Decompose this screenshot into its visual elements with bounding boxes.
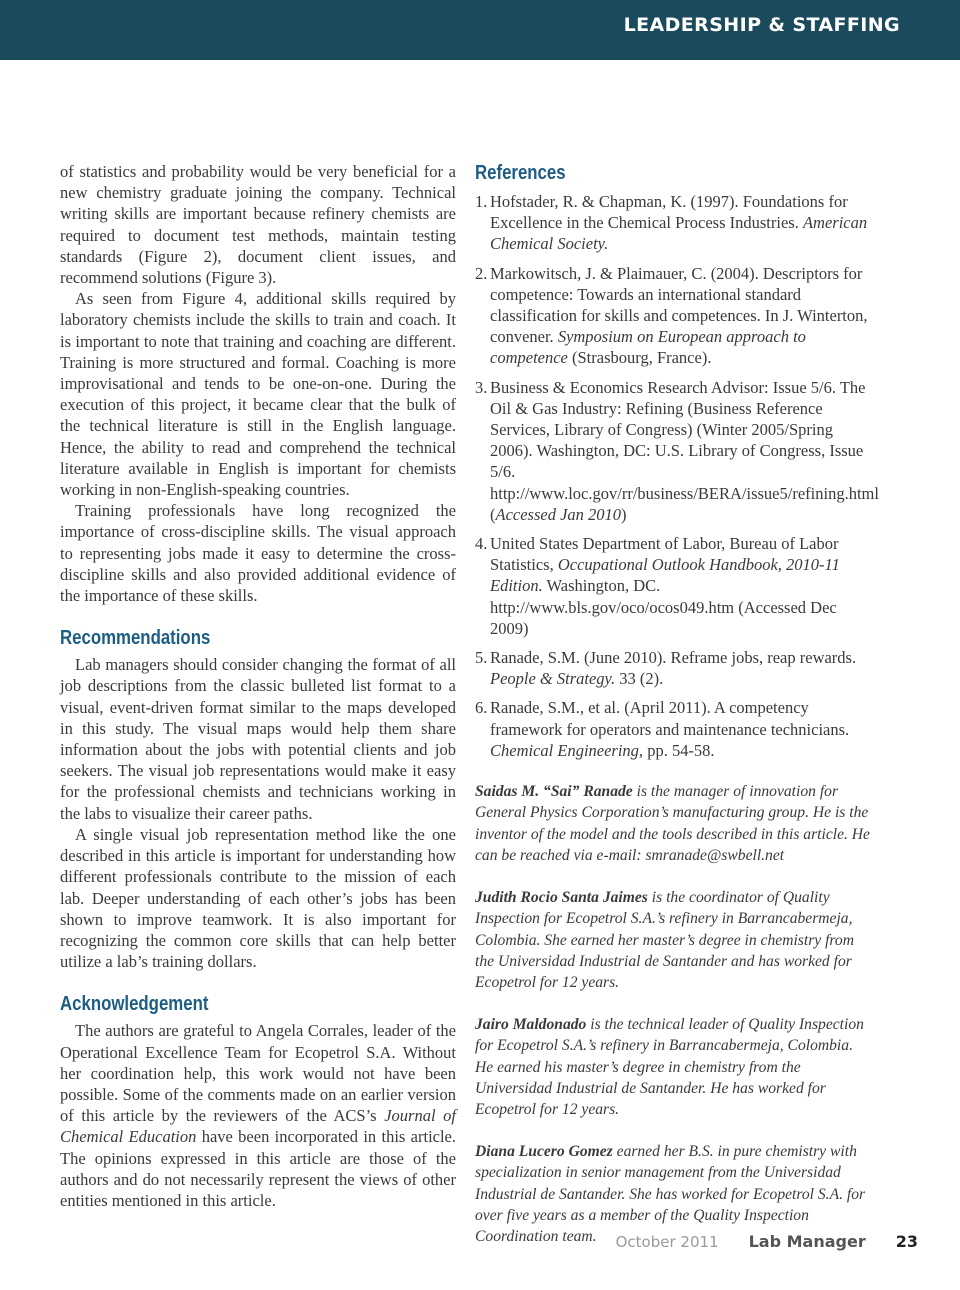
author-bio-text: earned her B.S. in pure chemistry with specialization in senior management from the Universidad Industrial de Santander. She has worked for Ecopetrol S.A. for over five years as a member of the Quality Inspection Coordination team.: [475, 1142, 866, 1246]
left-column: [60, 161, 456, 1211]
page-number: 23: [895, 1232, 918, 1251]
reference-number: 2.: [475, 263, 488, 283]
author-bio: [475, 887, 873, 994]
recommendations-paragraph: A single visual job representation method like the one described in this article is important for understanding how different professionals contribute to the mission of each lab. Deeper understanding of each other’s jobs has been shown to improve teamwork. It is also important for recognizing the common core skills that can help better utilize a lab’s training dollars.: [60, 824, 456, 972]
reference-item: [475, 697, 873, 761]
section-title: LEADERSHIP & STAFFING: [623, 14, 900, 36]
reference-italic: Chemical Engineering,: [490, 740, 644, 760]
page-footer: [616, 1232, 918, 1251]
reference-text: Markowitsch, J. & Plaimauer, C. (2004). Descriptors for competence: Towards an international standard classification for skills and competences. In J. Winterton, convener.: [490, 263, 868, 347]
reference-italic: People & Strategy.: [490, 669, 616, 689]
acknowledgement-heading: Acknowledgement: [60, 993, 209, 1016]
reference-after: (Strasbourg, France).: [567, 348, 712, 368]
acknowledgement-text: The authors are grateful to Angela Corrales, leader of the Operational Excellence Team for Ecopetrol S.A. Without her coordination help, this work would not have been possible. Some of the comments made on an earlier version of this article by the reviewers of the ACS’s: [60, 1021, 456, 1126]
acknowledgement-text: have been incorporated in this article. The opinions expressed in this article are those of the authors and do not necessarily represent the views of other entities mentioned in this article.: [60, 1127, 457, 1210]
intro-paragraph: Training professionals have long recognized the importance of cross-discipline skills. The visual approach to representing jobs made it easy to determine the cross-discipline skills and also provided additional evidence of the importance of these skills.: [60, 501, 456, 606]
reference-text: United States Department of Labor, Bureau of Labor Statistics,: [490, 534, 839, 575]
author-bio: [475, 1014, 873, 1121]
reference-item: [475, 533, 873, 639]
author-name: Jairo Maldonado: [475, 1015, 587, 1033]
issue-date: October 2011: [615, 1233, 719, 1251]
references-heading: References: [475, 162, 566, 184]
reference-text: Hofstader, R. & Chapman, K. (1997). Foundations for Excellence in the Chemical Process Industries.: [490, 192, 848, 233]
reference-after: Washington, DC. http://www.bls.gov/oco/ocos049.htm (Accessed Dec 2009): [490, 576, 837, 638]
author-name: Saidas M. “Sai” Ranade: [475, 783, 633, 801]
author-bio-text: is the technical leader of Quality Inspection for Ecopetrol S.A.’s refinery in Barrancabermeja, Colombia. He earned his master’s degree in chemistry from the Universidad Industrial de Santander. He has worked for Ecopetrol for 12 years.: [475, 1015, 864, 1119]
magazine-name: Lab Manager: [748, 1232, 866, 1251]
author-name: Judith Rocio Santa Jaimes: [475, 888, 648, 906]
reference-italic: Occupational Outlook Handbook, 2010-11 Edition.: [490, 555, 840, 596]
section-banner: [0, 0, 960, 60]
reference-italic: American Chemical Society.: [490, 213, 868, 254]
reference-number: 5.: [475, 648, 488, 668]
reference-number: 1.: [475, 192, 488, 211]
intro-paragraph: of statistics and probability would be very beneficial for a new chemistry graduate joining the company. Technical writing skills are important because refinery chemists are required to document test methods, maintain testing standards (Figure 2), document client issues, and recommend solutions (Figure 3).: [60, 162, 456, 288]
reference-text: Business & Economics Research Advisor: Issue 5/6. The Oil & Gas Industry: Refining (Business Reference Services, Library of Congress) (Winter 2005/Spring 2006). Washington, DC: U.S. Library of Congress, Issue 5/6. http://www.loc.gov/rr/business/BERA/issue5/refining.html (: [490, 377, 879, 524]
reference-italic: Symposium on European approach to competence: [490, 327, 806, 368]
recommendations-paragraph: Lab managers should consider changing the format of all job descriptions from the classic bulleted list format to a visual, event-driven format similar to the maps developed in this study. The visual maps would help them share information about the jobs with potential clients and job seekers. The visual job representations would make it easy for the professional chemists and technicians working in the labs to visualize their career paths.: [60, 655, 456, 823]
reference-number: 6.: [475, 698, 488, 718]
reference-item: [475, 191, 873, 255]
reference-item: [475, 647, 873, 689]
references-list: [475, 191, 879, 761]
reference-italic: Accessed Jan 2010: [495, 504, 622, 524]
intro-paragraph: As seen from Figure 4, additional skills required by laboratory chemists include the skills to train and coach. It is important to note that training and coaching are different. Training is more structured and formal. Coaching is more improvisational and tends to be one-on-one. During the execution of this project, it became clear that the bulk of the technical literature is still in the English language. Hence, the ability to read and comprehend the technical literature available in English is important for chemists working in non-English-speaking countries.: [60, 289, 456, 500]
reference-item: [475, 263, 873, 369]
reference-number: 4.: [475, 534, 488, 554]
acknowledgement-paragraph: [60, 1020, 456, 1211]
journal-title: Journal of Chemical Education: [60, 1106, 457, 1147]
author-bio: [475, 781, 873, 867]
author-name: Diana Lucero Gomez: [475, 1142, 613, 1160]
right-column: [475, 161, 879, 1248]
reference-item: [475, 377, 879, 525]
reference-after: 33 (2).: [615, 669, 664, 689]
reference-text: Ranade, S.M. (June 2010). Reframe jobs, reap rewards.: [490, 648, 857, 668]
author-bio-text: is the coordinator of Quality Inspection for Ecopetrol S.A.’s refinery in Barrancabermeja, Colombia. She earned her master’s degree in chemistry from the Universidad Industrial de Santander and has worked for Ecopetrol for 12 years.: [475, 888, 854, 992]
recommendations-heading: Recommendations: [60, 627, 211, 650]
author-bio-text: is the manager of innovation for General Physics Corporation’s manufacturing group. He is the inventor of the model and the tools described in this article. He can be reached via e-mail: smranade@swbell.net: [475, 783, 870, 865]
reference-text: Ranade, S.M., et al. (April 2011). A competency framework for operators and maintenance technicians.: [490, 698, 850, 739]
reference-after: pp. 54-58.: [643, 740, 715, 760]
reference-after: ): [621, 504, 627, 524]
reference-number: 3.: [475, 377, 488, 397]
